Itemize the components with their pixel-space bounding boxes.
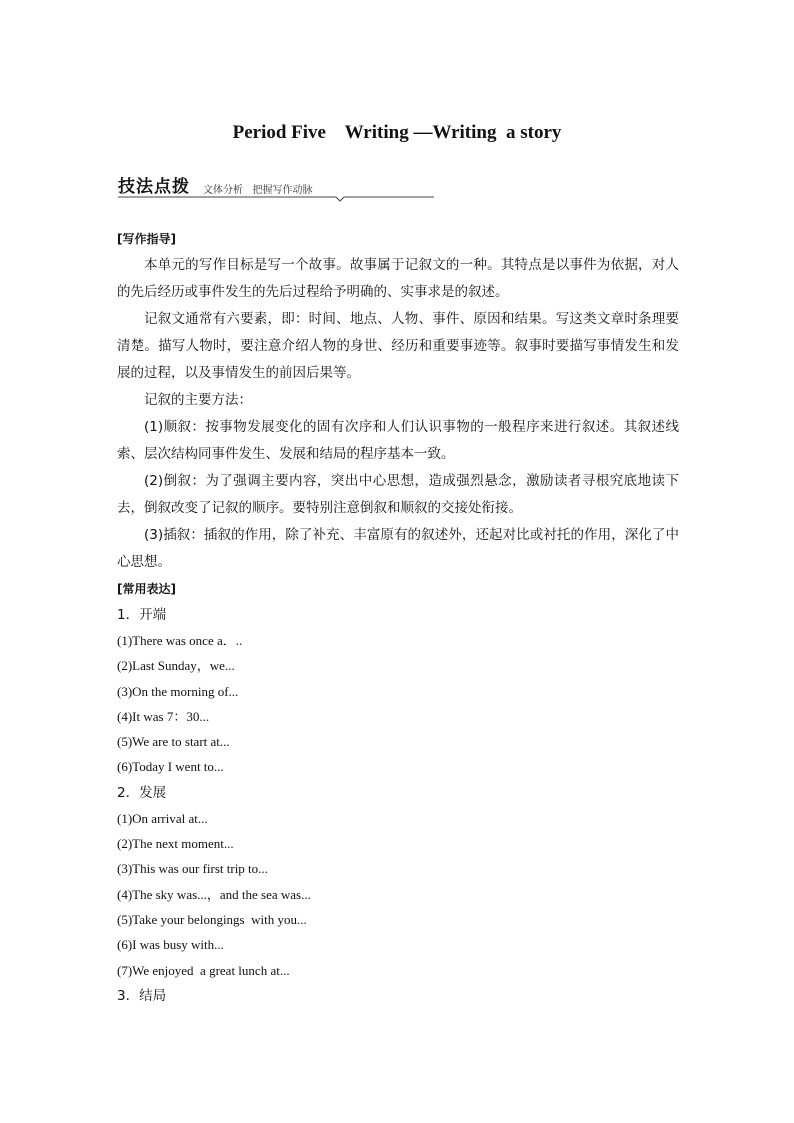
guide-paragraph: 记叙文通常有六要素，即：时间、地点、人物、事件、原因和结果。写这类文章时条理要清楚。描写人物时，要注意介绍人物的身世、经历和重要事迹等。叙事时要描写事情发生和发展的过程，以及事情发生的前因后果等。 xyxy=(117,311,679,381)
expression-item: (2)The next moment... xyxy=(117,836,234,852)
expression-item: (1)There was once a．.. xyxy=(117,633,243,648)
guide-paragraph: (1)顺叙：按事物发展变化的固有次序和人们认识事物的一般程序来进行叙述。其叙述线索、层次结构同事件发生、发展和结局的程序基本一致。 xyxy=(117,419,679,462)
expression-item: (7)We enjoyed a great lunch at... xyxy=(117,962,290,978)
banner-underline xyxy=(118,194,438,204)
guide-paragraph: (3)插叙：插叙的作用，除了补充、丰富原有的叙述外，还起对比或衬托的作用，深化了中心思想。 xyxy=(117,527,679,570)
expression-item: (1)On arrival at... xyxy=(117,810,208,826)
banner-subtitle: 文体分析 把握写作动脉 xyxy=(203,185,313,196)
guide-paragraph: 本单元的写作目标是写一个故事。故事属于记叙文的一种。其特点是以事件为依据，对人的先后经历或事件发生的先后过程给予明确的、实事求是的叙述。 xyxy=(117,257,679,300)
expression-section-heading: 1．开端 xyxy=(117,607,167,623)
document-body xyxy=(117,226,679,1009)
guide-paragraph: (2)倒叙：为了强调主要内容，突出中心思想，造成强烈悬念，激励读者寻根究底地读下去，倒叙改变了记叙的顺序。要特别注意倒叙和顺叙的交接处衔接。 xyxy=(117,473,679,516)
section-banner xyxy=(118,172,438,204)
guide-paragraph: 记叙的主要方法： xyxy=(144,392,252,408)
writing-guide-tag: [写作指导] xyxy=(117,232,176,246)
banner-title: 技法点拨 xyxy=(118,177,190,197)
common-expressions-tag: [常用表达] xyxy=(117,582,176,596)
expression-item: (2)Last Sunday，we... xyxy=(117,658,235,674)
expression-item: (5)We are to start at... xyxy=(117,734,230,750)
page-title: Period Five Writing —Writing a story xyxy=(232,122,562,143)
expression-item: (6)I was busy with... xyxy=(117,937,224,953)
expression-item: (3)This was our first trip to... xyxy=(117,861,268,877)
expression-item: (6)Today I went to... xyxy=(117,759,224,775)
expression-item: (3)On the morning of... xyxy=(117,683,239,699)
expression-section-heading: 2．发展 xyxy=(117,784,167,801)
expression-item: (4)The sky was...，and the sea was... xyxy=(117,886,311,902)
expression-item: (5)Take your belongings with you... xyxy=(117,911,307,927)
expression-item: (4)It was 7：30... xyxy=(117,708,210,724)
expression-section-heading: 3．结局 xyxy=(117,987,167,1004)
